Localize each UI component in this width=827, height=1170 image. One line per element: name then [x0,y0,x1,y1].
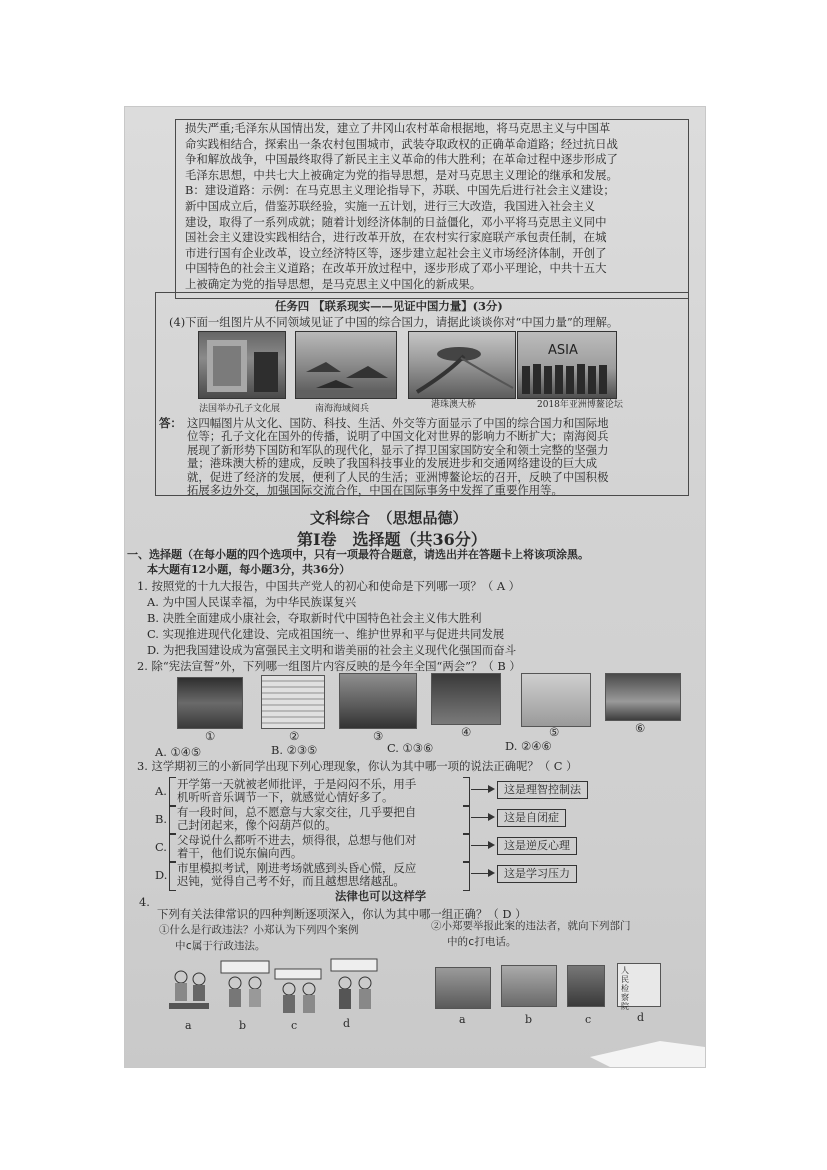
q2-option-b: B. ②③⑤ [271,743,318,757]
photo-caption-4: 2018年亚洲博鳌论坛 [537,400,623,410]
instruction-line-1: 一、选择题（在每小题的四个选项中，只有一项最符合题意，请选出并在答题卡上将该项涂黑。 [127,548,589,561]
text-line: 市进行国有企业改革，设立经济特区等，逐步建立起社会主义市场经济体制，开创了 [185,245,607,260]
q3-item-letter: A. [155,784,167,798]
q2-image-1 [177,677,243,729]
q4-stem: 下列有关法律常识的四种判断逐项深入，你认为其中哪一组正确？（ D ） [157,907,527,921]
q4-left-prompt-1: ①什么是行政违法？小郑认为下列四个案例 [159,924,359,936]
q3-arrow [471,789,493,790]
q1-option-b: B. 决胜全面建成小康社会，夺取新时代中国特色社会主义伟大胜利 [147,611,482,625]
q4-right-photo-d [617,963,661,1011]
q3-stem: 3. 这学期初三的小新同学出现下列心理现象，你认为其中哪一项的说法正确呢？（ C ） [137,759,578,773]
q3-arrow [471,845,493,846]
text-line: 中国特色的社会主义道路；在改革开放过程中，逐步形成了邓小平理论，中共十五大 [185,261,607,276]
task4-question: (4)下面一组图片从不同领域见证了中国的综合国力，请据此谈谈你对“中国力量”的理解。 [169,315,619,329]
text-line: 就，促进了经济的发展，便利了人民的生活；亚洲博鳌论坛的召开，反映了中国积极 [187,469,609,484]
q2-num-3: ③ [373,729,384,743]
q4-right-prompt-2: 中的c打电话。 [447,936,517,948]
q2-option-d: D. ②④⑥ [505,739,552,753]
q3-item-line1: 市里模拟考试，刚进考场就感到头昏心慌，反应 [177,861,417,875]
text-line: 展现了新形势下国防和军队的现代化，显示了捍卫国家国防安全和领土完整的坚强力 [187,442,609,457]
q4-right-letter-b: b [525,1013,533,1026]
q4-left-letter-d: d [343,1017,351,1030]
text-line: 拓展多边外交，加强国际交流合作，中国在国际事务中发挥了重要作用等。 [187,483,563,497]
q3-left-bracket [169,861,176,891]
q1-option-a: A. 为中国人民谋幸福，为中华民族谋复兴 [147,595,357,609]
q3-item-letter: C. [155,840,167,854]
photo-boao-forum [517,331,617,399]
q2-num-2: ② [289,729,300,743]
q3-right-bracket [463,805,470,835]
q4-right-letter-d: d [637,1011,645,1024]
q3-right-bracket [463,833,470,863]
q4-right-letter-a: a [459,1013,466,1026]
q2-image-4 [431,673,501,725]
q2-num-6: ⑥ [635,721,646,735]
q3-item-line1: 有一段时间，总不愿意与大家交往，几乎要把自 [177,805,417,819]
forum-sign: ASIA [548,343,578,358]
light-glare [570,1027,705,1067]
q3-item-letter: D. [155,868,168,882]
q4-left-letter-a: a [185,1019,192,1032]
q3-item-line2: 迟钝，觉得自己考不好，而且越想思绪越乱。 [177,874,405,888]
q2-stem: 2. 除“宪法宣誓”外，下列哪一组图片内容反映的是今年全国“两会”？（ B ） [137,659,521,673]
q3-item-line2: 机听听音乐调节一下，就感觉心情好多了。 [177,790,394,804]
subject-title: 文科综合 （思想品德） [310,509,468,527]
q3-left-bracket [169,833,176,863]
q2-option-c: C. ①③⑥ [387,741,434,755]
q4-right-sign: 人民检察院 [621,966,629,1011]
volume-title: 第Ⅰ卷 选择题（共36分） [297,530,487,549]
q4-left-letter-c: c [291,1019,298,1032]
answer-label: 答： [159,416,182,430]
q2-image-5 [521,673,591,727]
photo-caption-3: 港珠澳大桥 [431,400,477,410]
q3-left-bracket [169,805,176,835]
q3-right-bracket [463,861,470,891]
q3-item-line1: 开学第一天就被老师批评，于是闷闷不乐，用手 [177,777,417,791]
q3-item-letter: B. [155,812,167,826]
bridge-photo-icon [409,332,515,398]
q1-stem: 1. 按照党的十九大报告，中国共产党人的初心和使命是下列哪一项？（ A ） [137,579,521,593]
text-line: 新中国成立后，借鉴苏联经验，实施一五计划，进行三大改造，我国进入社会主义 [185,199,596,213]
warships-photo-icon [296,332,396,398]
q2-image-6 [605,673,681,721]
q4-number: 4. [139,895,150,909]
text-line: B：建设道路：示例：在马克思主义理论指导下，苏联、中国先后进行社会主义建设； [185,183,615,198]
q3-item-label: 这是学习压力 [497,865,577,883]
q4-right-photo-c [567,965,605,1007]
q4-right-prompt-1: ②小郑要举报此案的违法者，就向下列部门 [431,920,631,932]
text-line: 建设，取得了一系列成就；随着计划经济体制的日益僵化，邓小平将马克思主义同中 [185,214,607,229]
text-line: 这四幅图片从文化、国防、科技、生活、外交等方面显示了中国的综合国力和国际地 [187,416,609,430]
q2-num-4: ④ [461,725,472,739]
exam-sheet [125,107,705,1067]
q3-item-label: 这是理智控制法 [497,781,588,799]
q4-left-letter-b: b [239,1019,247,1032]
text-line: 损失严重;毛泽东从国情出发，建立了井冈山农村革命根据地，将马克思主义与中国革 [185,121,611,135]
stone-tablet-photo-icon [199,332,285,398]
q3-item-line1: 父母说什么都听不进去，烦得很，总想与他们对 [177,833,417,847]
text-line: 毛泽东思想，中共七大上被确定为党的指导思想，是对马克思主义理论的继承和发展。 [185,167,618,182]
photo-caption-2: 南海海域阅兵 [315,404,370,414]
q1-option-d: D. 为把我国建设成为富强民主文明和谐美丽的社会主义现代化强国而奋斗 [147,643,517,657]
q3-item-line2: 着干，他们说东偏向西。 [177,846,303,860]
q2-image-3 [339,673,417,729]
q4-left-case-b [217,959,273,1011]
text-line: 争和解放战争，中国最终取得了新民主主义革命的伟大胜利；在革命过程中逐步形成了 [185,152,618,167]
q3-right-bracket [463,777,470,807]
q3-item-label: 这是逆反心理 [497,837,577,855]
text-line: 位等；孔子文化在国外的传播，说明了中国文化对世界的影响力不断扩大；南海阅兵 [187,429,609,444]
q3-arrow [471,817,493,818]
q4-left-case-a [165,965,213,1013]
q3-arrow [471,873,493,874]
q2-num-1: ① [205,729,216,743]
text-line: 量；港珠澳大桥的建成，反映了我国科技事业的发展进步和交通网络建设的巨大成 [187,456,598,471]
q4-left-case-d [329,957,381,1013]
forum-photo-icon [518,332,616,398]
text-line: 命实践相结合，探索出一条农村包围城市，武装夺取政权的正确革命道路；经过抗日战 [185,136,618,151]
photo-south-sea-parade [295,331,397,399]
q4-title: 法律也可以这样学 [335,889,427,903]
text-line: 上被确定为党的指导思想，是马克思主义中国化的新成果。 [185,277,482,291]
task4-heading: 任务四 【联系现实——见证中国力量】(3分) [275,299,503,313]
photo-confucius-exhibit [198,331,286,399]
q3-item-line2: 己封闭起来，像个闷葫芦似的。 [177,818,337,832]
text-line: 国社会主义建设实践相结合，进行改革开放，在农村实行家庭联产承包责任制，在城 [185,230,607,245]
q4-right-photo-b [501,965,557,1007]
photo-caption-1: 法国举办孔子文化展 [199,404,281,414]
q4-right-letter-c: c [585,1013,592,1026]
q4-left-case-c [273,967,325,1017]
q2-option-a: A. ①④⑤ [155,745,202,759]
q3-left-bracket [169,777,176,807]
q4-right-photo-a [435,967,491,1009]
q2-num-5: ⑤ [549,725,560,739]
q2-image-2 [261,675,325,729]
q1-option-c: C. 实现推进现代化建设、完成祖国统一、维护世界和平与促进共同发展 [147,627,505,641]
q3-item-label: 这是自闭症 [497,809,566,827]
photo-hzm-bridge [408,331,516,399]
q4-left-prompt-2: 中c属于行政违法。 [175,940,266,952]
instruction-line-2: 本大题有12小题，每小题3分，共36分） [147,563,351,576]
